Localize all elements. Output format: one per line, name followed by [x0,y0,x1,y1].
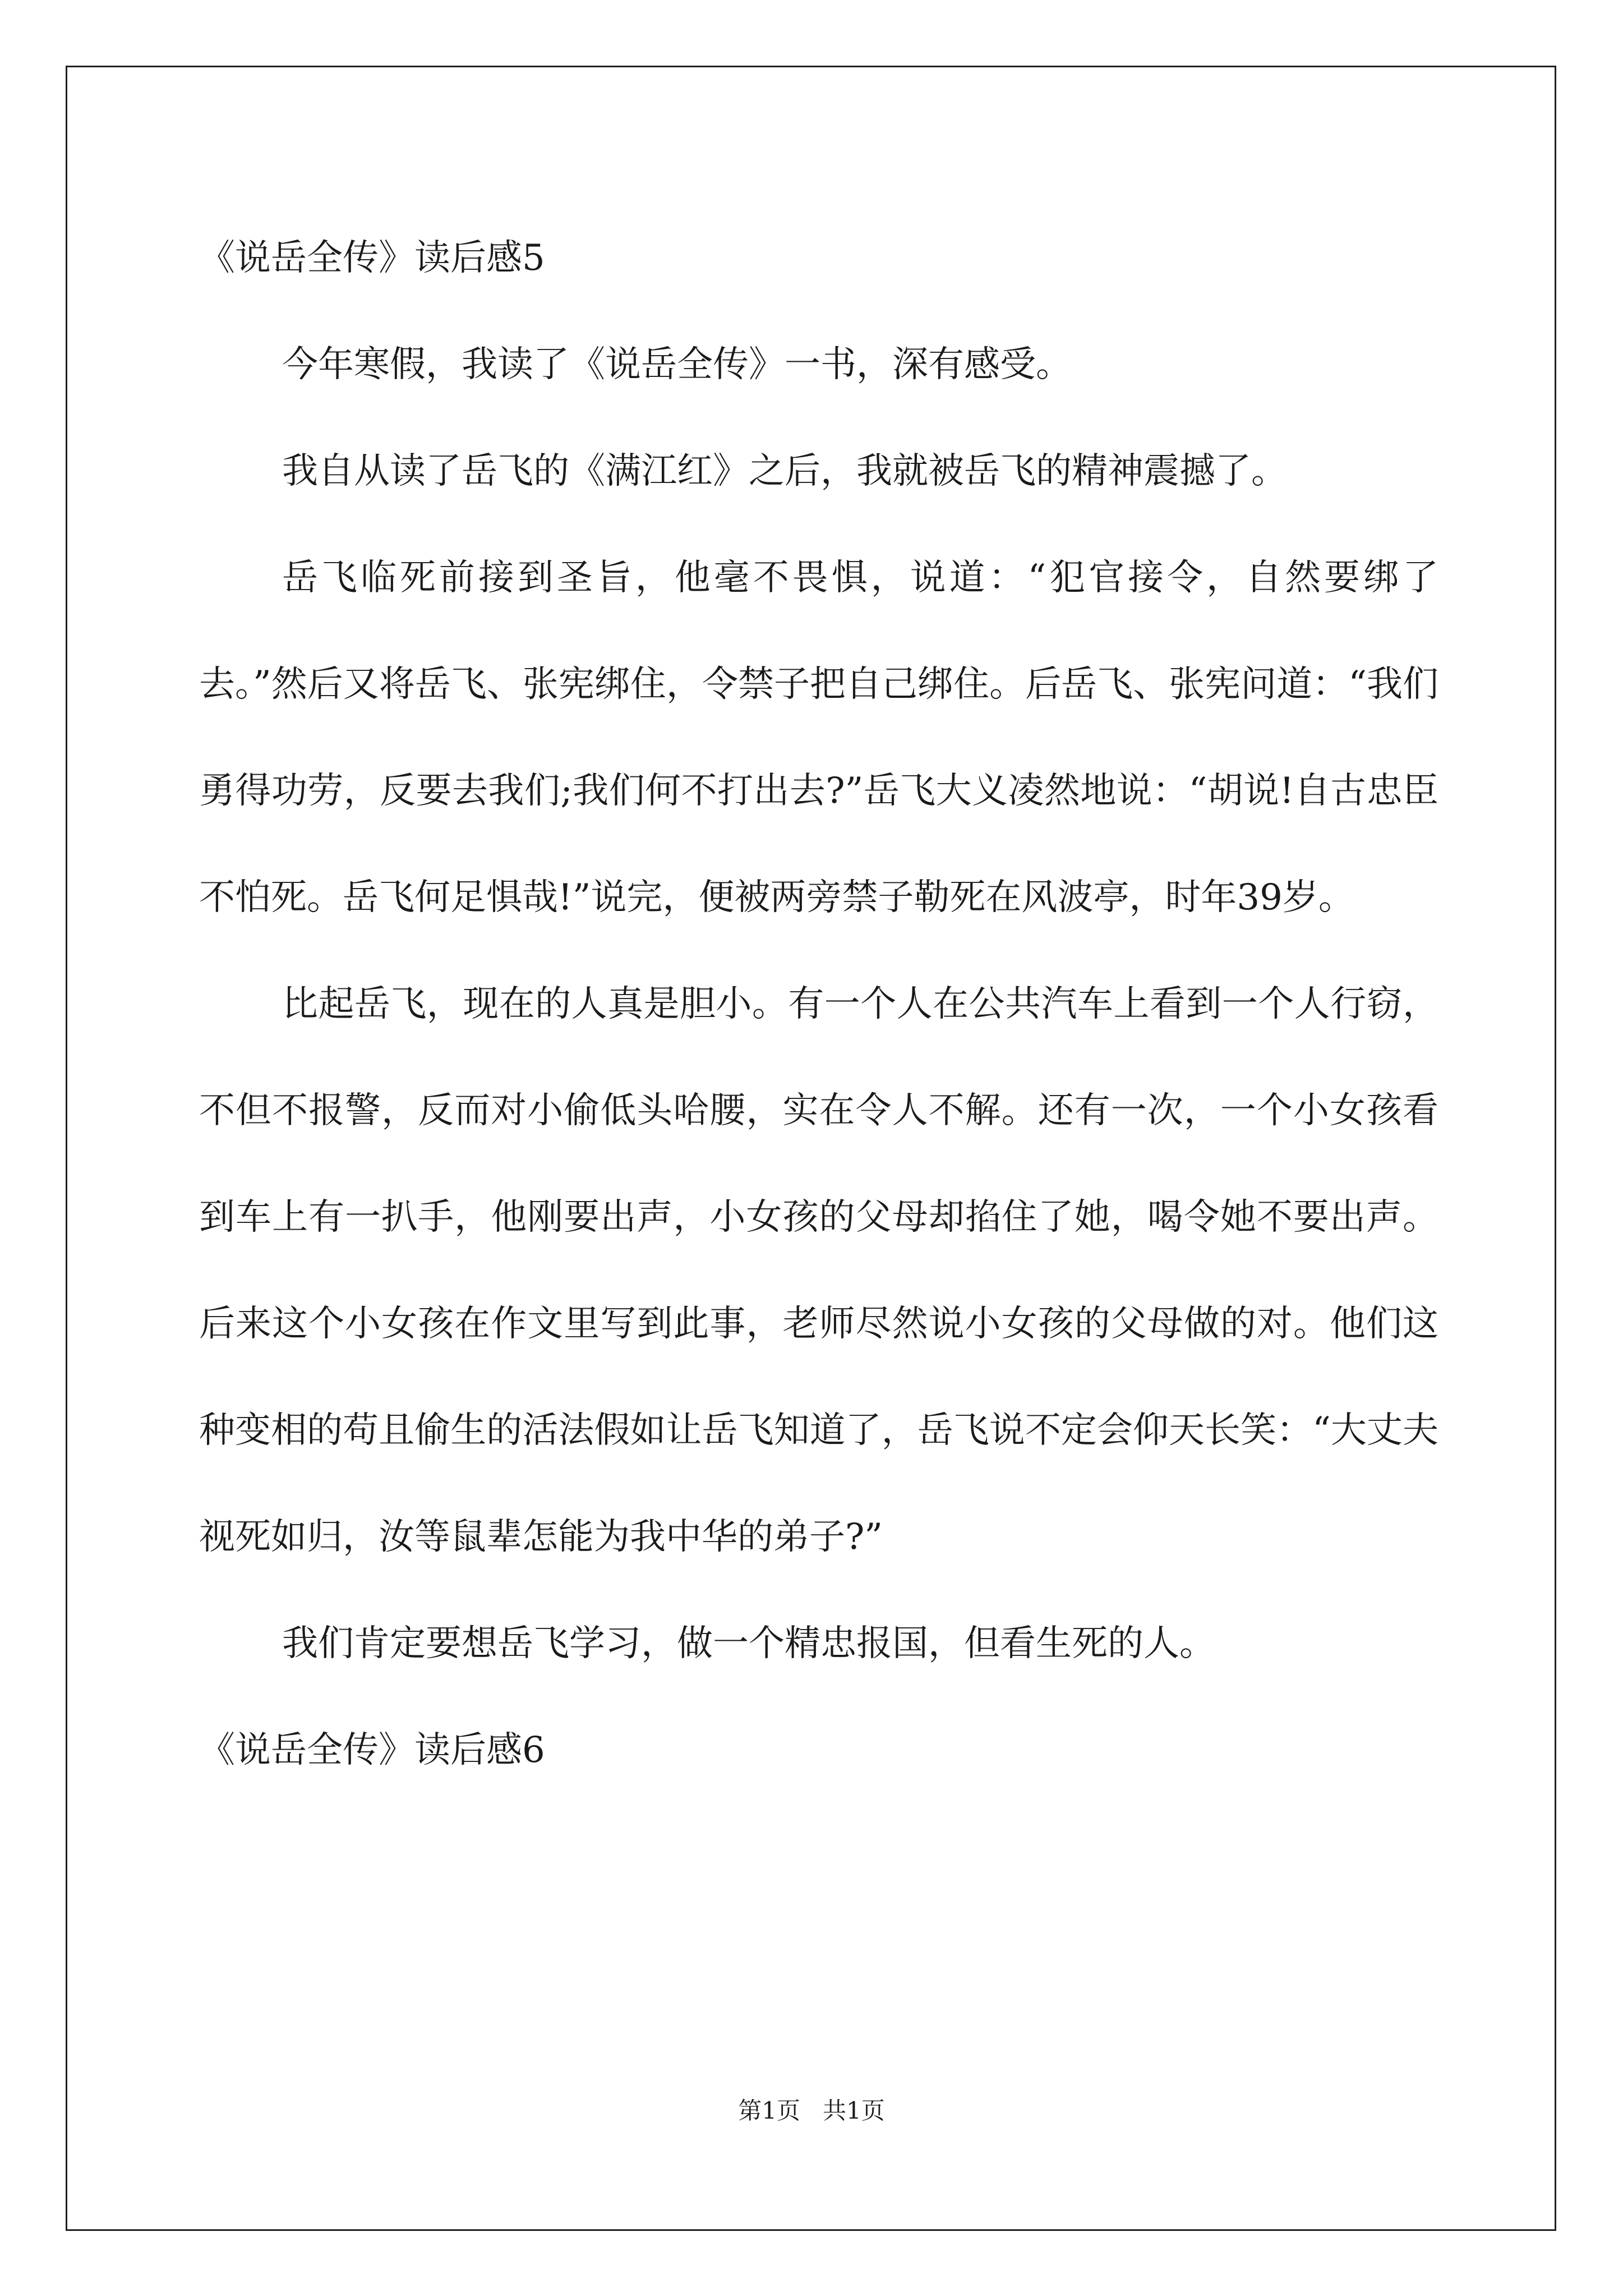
paragraph: 我自从读了岳飞的《满江红》之后，我就被岳飞的精神震撼了。 [282,450,1287,492]
paragraph: 我们肯定要想岳飞学习，做一个精忠报国，但看生死的人。 [282,1623,1215,1664]
section-title: 《说岳全传》读后感6 [199,1729,545,1771]
section-title: 《说岳全传》读后感5 [199,237,545,279]
paragraph: 比起岳飞，现在的人真是胆小。有一个人在公共汽车上看到一个人行窃，不但不报警，反而对小偷低头哈腰，实在令人不解。还有一次，一个小女孩看到车上有一扒手，他刚要出声，小女孩的父母却掐住了她，喝令她不要出声。后来这个小女孩在作文里写到此事，老师尽然说小女孩的父母做的对。他们这种变相的苟且偷生的活法假如让岳飞知道了，岳飞说不定会仰天长笑：“大丈夫视死如归，汝等鼠辈怎能为我中华的弟子?” [199,983,1438,1558]
document-body [199,205,1438,1803]
paragraph: 今年寒假，我读了《说岳全传》一书，深有感受。 [282,344,1072,385]
page-number-footer: 第1页 共1页 [738,2097,885,2124]
paragraph: 岳飞临死前接到圣旨，他毫不畏惧，说道：“犯官接令，自然要绑了去。”然后又将岳飞、张宪绑住，令禁子把自己绑住。后岳飞、张宪问道：“我们勇得功劳，反要去我们;我们何不打出去?”岳飞大义凌然地说：“胡说!自古忠臣不怕死。岳飞何足惧哉!”说完，便被两旁禁子勒死在风波亭，时年39岁。 [199,557,1438,918]
